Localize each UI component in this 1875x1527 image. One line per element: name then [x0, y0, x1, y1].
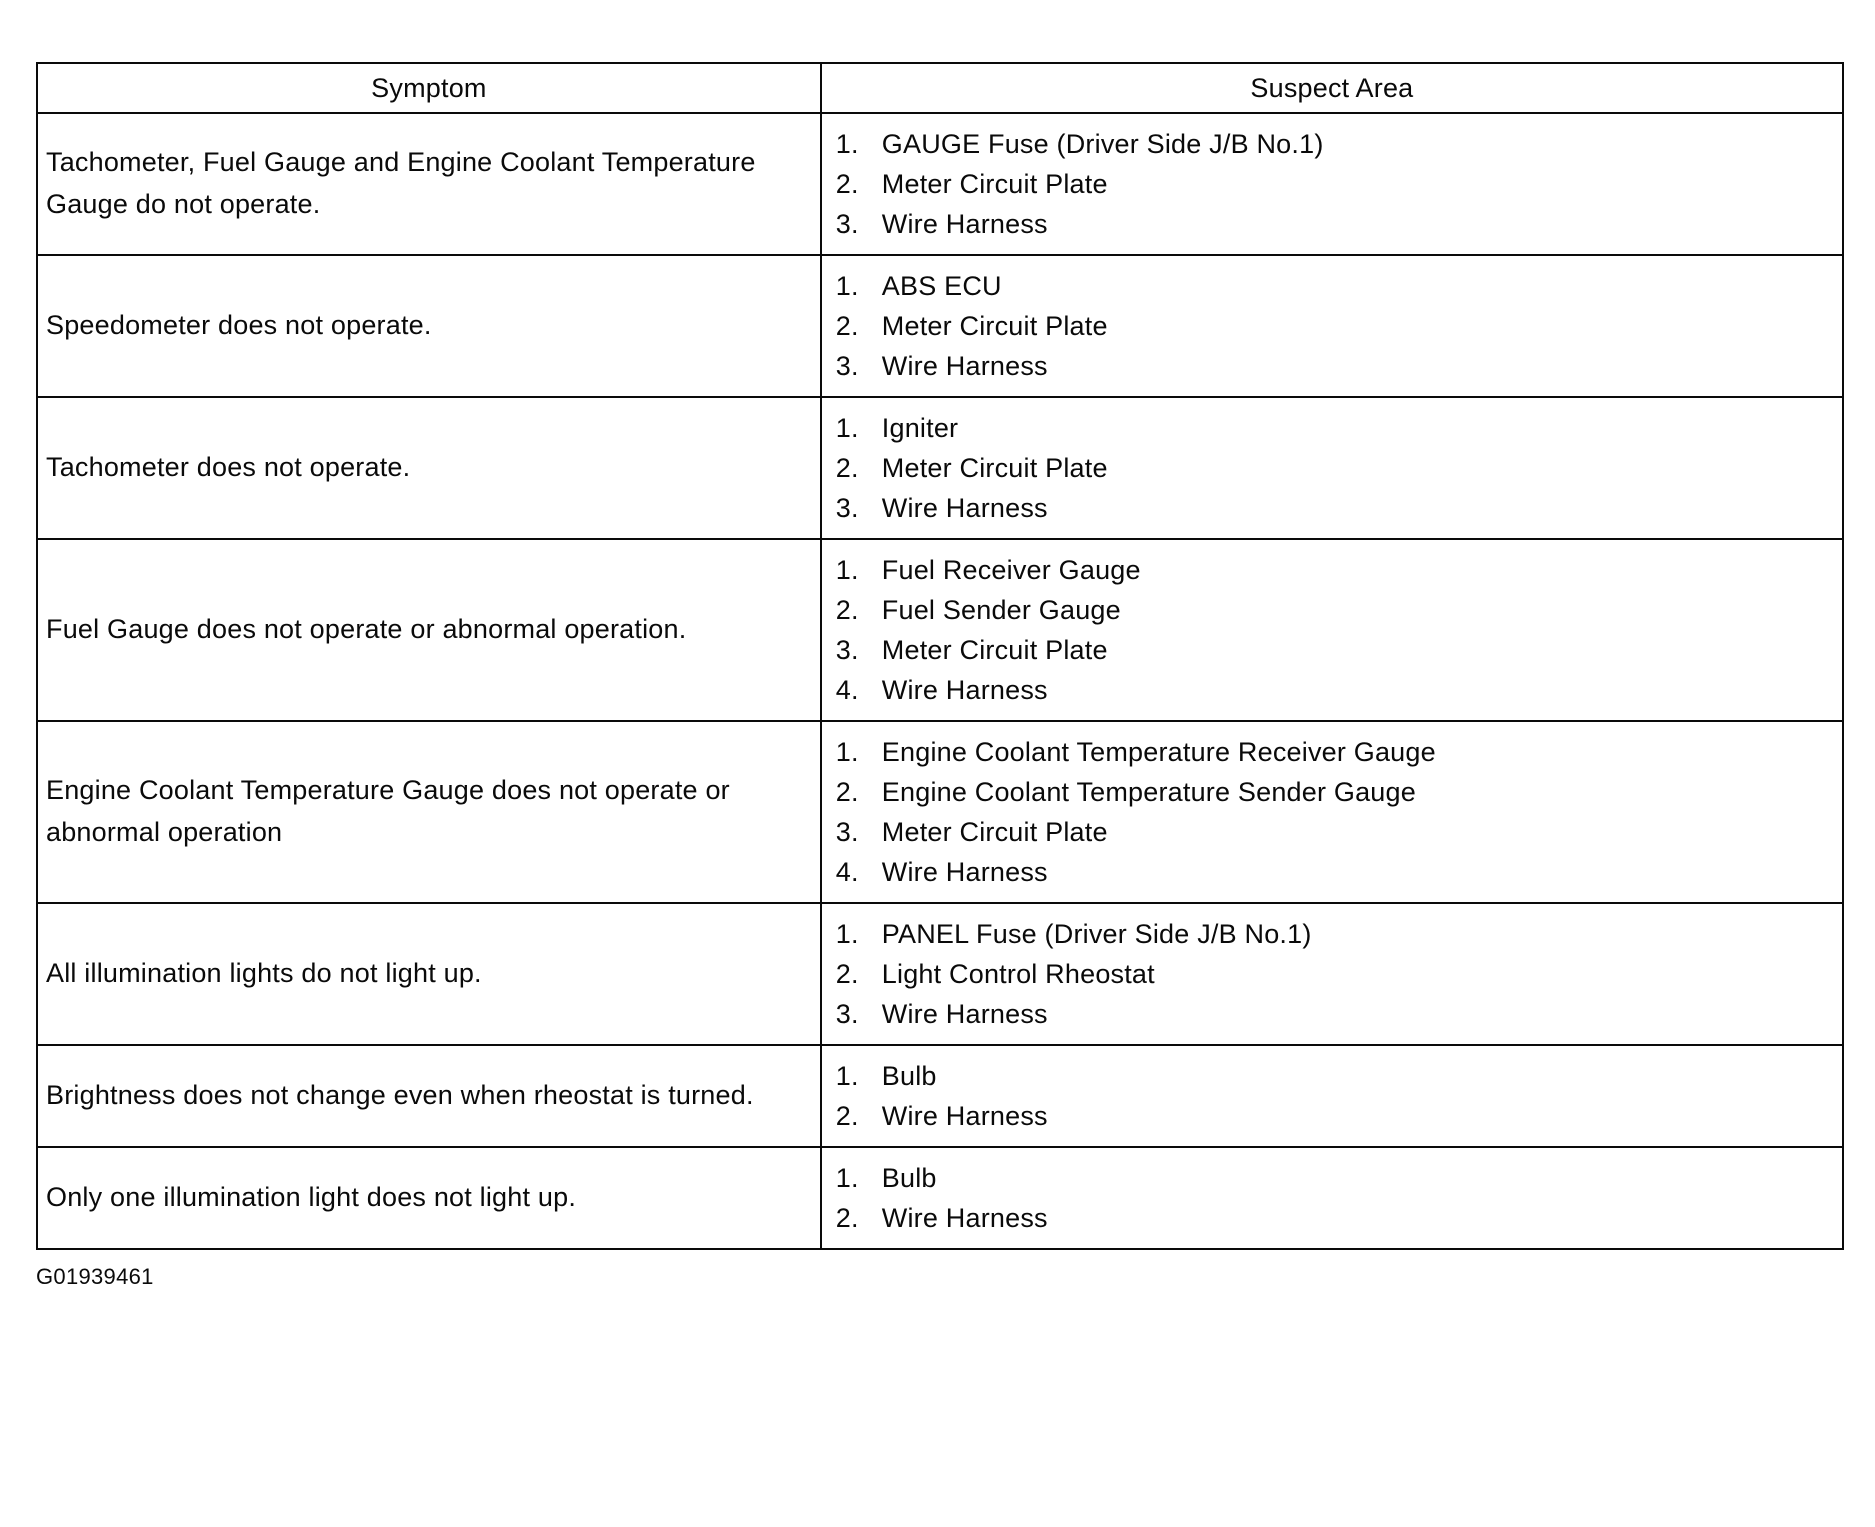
suspect-item-number: 3.: [835, 493, 859, 523]
suspect-item-number: 1.: [835, 1061, 859, 1091]
suspect-item: [836, 630, 1834, 670]
suspect-area-column-header: Suspect Area: [821, 63, 1843, 113]
suspect-list: [836, 550, 1834, 710]
suspect-item: [836, 204, 1834, 244]
suspect-area-cell: [821, 1147, 1843, 1249]
symptom-text: Speedometer does not operate.: [46, 310, 432, 341]
suspect-area-cell: [821, 397, 1843, 539]
suspect-item-number: 2.: [835, 453, 859, 483]
symptom-cell: [37, 1147, 821, 1249]
suspect-item-number: 3.: [835, 209, 859, 239]
suspect-item-number: 3.: [835, 635, 859, 665]
symptom-cell: [37, 397, 821, 539]
table-row: [37, 113, 1843, 255]
suspect-list: [836, 732, 1834, 892]
suspect-item-text: ABS ECU: [881, 271, 1002, 301]
suspect-item-number: 2.: [835, 1101, 859, 1131]
suspect-item: [836, 954, 1834, 994]
table-row: [37, 903, 1843, 1045]
table-header: [37, 63, 1843, 113]
suspect-list: [836, 266, 1834, 386]
symptom-cell: [37, 255, 821, 397]
suspect-item: [836, 306, 1834, 346]
suspect-item-number: 1.: [835, 413, 859, 443]
suspect-area-cell: [821, 113, 1843, 255]
symptom-cell: [37, 1045, 821, 1147]
suspect-item-text: Wire Harness: [881, 675, 1048, 705]
suspect-list: [836, 1158, 1834, 1238]
suspect-item: [836, 852, 1834, 892]
suspect-item-number: 1.: [835, 919, 859, 949]
suspect-item-number: 1.: [835, 555, 859, 585]
symptom-text: Tachometer, Fuel Gauge and Engine Coolant Temperature Gauge do not operate.: [46, 147, 756, 219]
suspect-item-text: Wire Harness: [881, 1101, 1048, 1131]
symptom-text: Only one illumination light does not light up.: [46, 1182, 577, 1213]
suspect-item: [836, 164, 1834, 204]
suspect-item: [836, 590, 1834, 630]
suspect-item-text: PANEL Fuse (Driver Side J/B No.1): [881, 919, 1312, 949]
suspect-area-cell: [821, 1045, 1843, 1147]
symptom-cell: [37, 721, 821, 903]
figure-id: G01939461: [36, 1264, 154, 1289]
symptom-column-header: Symptom: [37, 63, 821, 113]
suspect-item-text: Wire Harness: [881, 857, 1048, 887]
table-row: [37, 397, 1843, 539]
suspect-item: [836, 772, 1834, 812]
suspect-item-text: Engine Coolant Temperature Sender Gauge: [881, 777, 1416, 807]
suspect-area-cell: [821, 255, 1843, 397]
symptom-text: Engine Coolant Temperature Gauge does not operate or abnormal operation: [46, 775, 730, 847]
suspect-item-text: Wire Harness: [881, 1203, 1048, 1233]
suspect-item-number: 2.: [835, 959, 859, 989]
suspect-item: [836, 812, 1834, 852]
symptom-cell: [37, 903, 821, 1045]
suspect-item-text: Meter Circuit Plate: [881, 453, 1108, 483]
suspect-item: [836, 732, 1834, 772]
suspect-item: [836, 408, 1834, 448]
table-row: [37, 255, 1843, 397]
suspect-item: [836, 1158, 1834, 1198]
suspect-item-number: 3.: [835, 817, 859, 847]
suspect-item-text: Meter Circuit Plate: [881, 635, 1108, 665]
symptom-cell: [37, 539, 821, 721]
symptom-text: All illumination lights do not light up.: [46, 958, 482, 989]
symptom-text: Tachometer does not operate.: [46, 452, 411, 483]
suspect-item: [836, 1096, 1834, 1136]
symptom-cell: [37, 113, 821, 255]
suspect-list: [836, 124, 1834, 244]
suspect-item-text: Wire Harness: [881, 999, 1048, 1029]
symptom-suspect-table: [36, 62, 1844, 1250]
suspect-item-number: 2.: [835, 595, 859, 625]
table-row: [37, 539, 1843, 721]
suspect-item-number: 1.: [835, 737, 859, 767]
suspect-item-text: GAUGE Fuse (Driver Side J/B No.1): [881, 129, 1324, 159]
symptom-text: Fuel Gauge does not operate or abnormal operation.: [46, 614, 687, 645]
suspect-item-text: Fuel Sender Gauge: [881, 595, 1121, 625]
suspect-item-text: Meter Circuit Plate: [881, 169, 1108, 199]
suspect-item-number: 1.: [835, 1163, 859, 1193]
suspect-item-text: Meter Circuit Plate: [881, 817, 1108, 847]
suspect-item-text: Fuel Receiver Gauge: [881, 555, 1141, 585]
table-row: [37, 1045, 1843, 1147]
suspect-item-text: Igniter: [881, 413, 959, 443]
suspect-item: [836, 488, 1834, 528]
suspect-item-text: Light Control Rheostat: [881, 959, 1155, 989]
suspect-area-cell: [821, 539, 1843, 721]
suspect-item: [836, 346, 1834, 386]
table-row: [37, 1147, 1843, 1249]
suspect-item-number: 1.: [835, 271, 859, 301]
suspect-item-text: Bulb: [881, 1163, 937, 1193]
table-row: [37, 721, 1843, 903]
suspect-item-number: 3.: [835, 999, 859, 1029]
suspect-item-text: Engine Coolant Temperature Receiver Gauge: [881, 737, 1436, 767]
suspect-item-text: Bulb: [881, 1061, 937, 1091]
suspect-list: [836, 408, 1834, 528]
suspect-list: [836, 1056, 1834, 1136]
suspect-item-number: 2.: [835, 169, 859, 199]
suspect-item: [836, 448, 1834, 488]
suspect-item: [836, 1056, 1834, 1096]
suspect-area-cell: [821, 903, 1843, 1045]
suspect-item-number: 2.: [835, 777, 859, 807]
suspect-item-text: Meter Circuit Plate: [881, 311, 1108, 341]
suspect-area-cell: [821, 721, 1843, 903]
suspect-item: [836, 670, 1834, 710]
table-header-row: [37, 63, 1843, 113]
suspect-item: [836, 994, 1834, 1034]
suspect-item-number: 4.: [835, 857, 859, 887]
suspect-item-text: Wire Harness: [881, 493, 1048, 523]
suspect-item-number: 4.: [835, 675, 859, 705]
suspect-item-number: 1.: [835, 129, 859, 159]
suspect-item-text: Wire Harness: [881, 351, 1048, 381]
suspect-item-number: 2.: [835, 311, 859, 341]
suspect-item: [836, 550, 1834, 590]
symptom-text: Brightness does not change even when rheostat is turned.: [46, 1080, 754, 1111]
suspect-item-number: 2.: [835, 1203, 859, 1233]
suspect-item-text: Wire Harness: [881, 209, 1048, 239]
suspect-item: [836, 266, 1834, 306]
suspect-item: [836, 1198, 1834, 1238]
table-body: [37, 113, 1843, 1249]
suspect-item-number: 3.: [835, 351, 859, 381]
suspect-item: [836, 124, 1834, 164]
suspect-item: [836, 914, 1834, 954]
suspect-list: [836, 914, 1834, 1034]
